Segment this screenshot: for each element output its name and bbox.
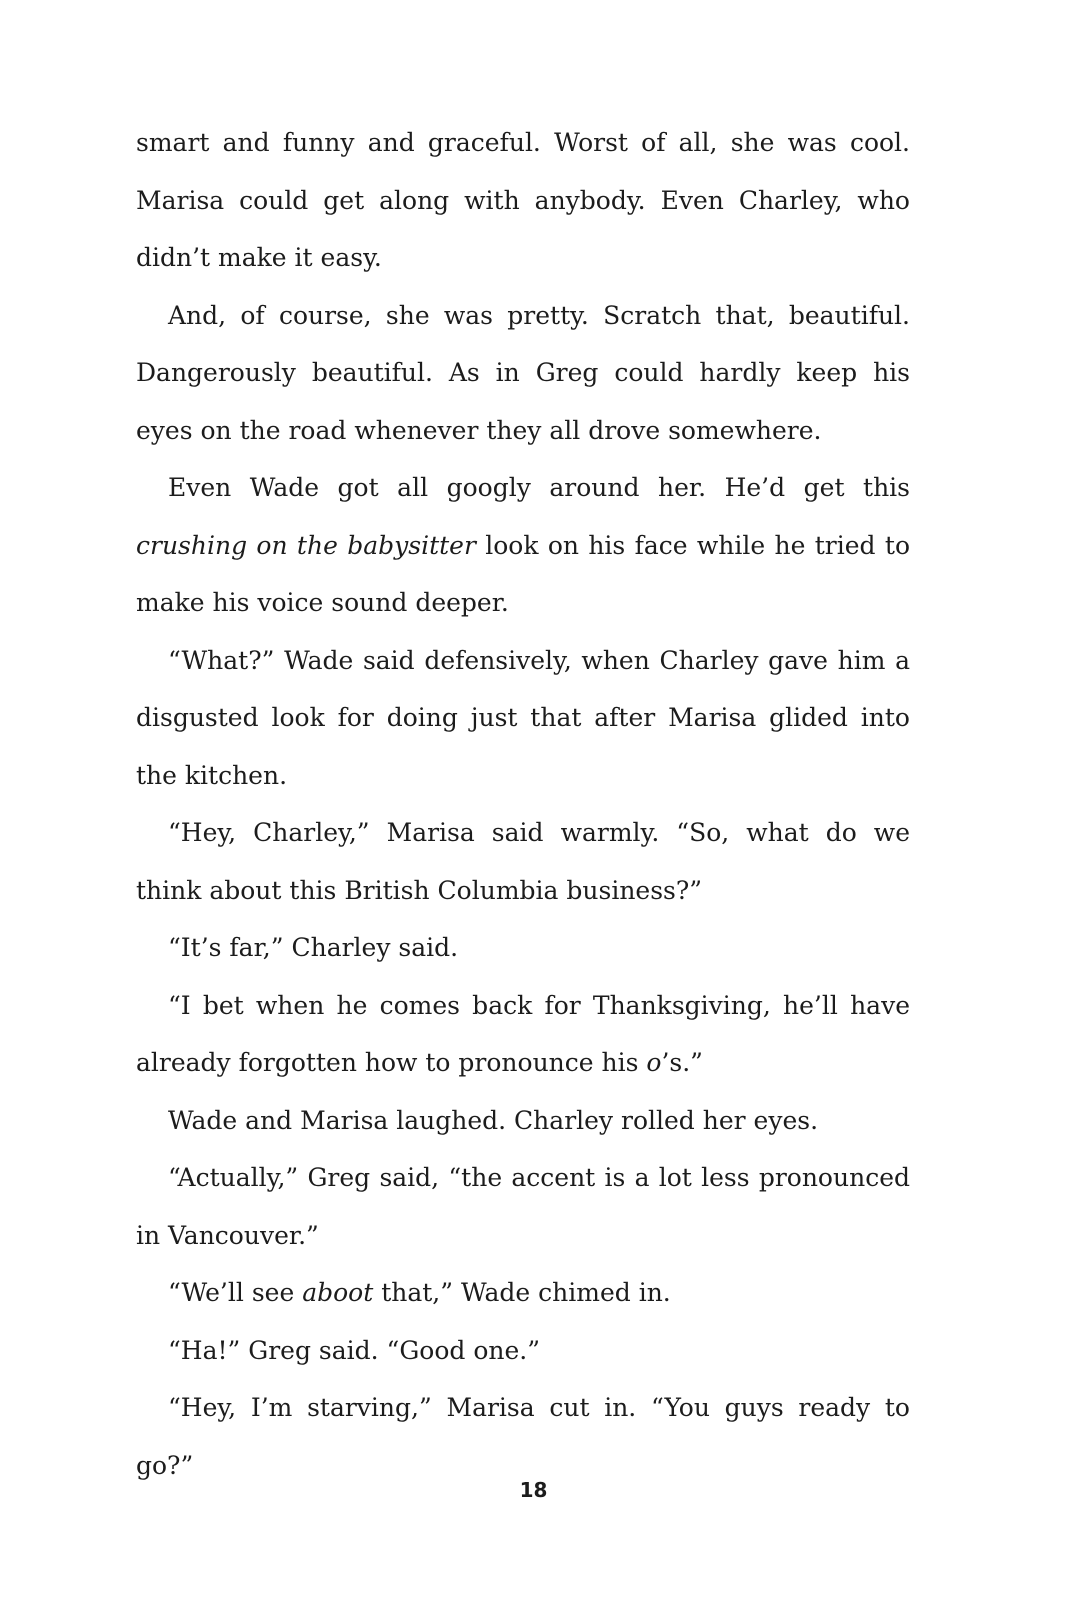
- paragraph: [136, 1092, 910, 1150]
- paragraph: [136, 1264, 910, 1322]
- italic-text: aboot: [302, 1278, 374, 1307]
- paragraph: [136, 632, 910, 805]
- paragraph-text: “It’s far,” Charley said.: [168, 933, 459, 962]
- paragraph: [136, 804, 910, 919]
- paragraph-text: “Hey, Charley,” Marisa said warmly. “So, what do we think about this British Columbia business?”: [136, 818, 910, 905]
- paragraph-text: smart and funny and graceful. Worst of all, she was cool. Marisa could get along with anybody. Even Charley, who didn’t make it easy.: [136, 128, 910, 272]
- paragraph-text: Wade and Marisa laughed. Charley rolled her eyes.: [168, 1105, 819, 1135]
- paragraph-text: “Hey, I’m starving,” Marisa cut in. “You guys ready to go?”: [136, 1393, 910, 1480]
- paragraph-text: “Ha!” Greg said. “Good one.”: [168, 1335, 541, 1365]
- paragraph-text: look on his face while he tried to make his voice sound deeper.: [136, 530, 910, 617]
- paragraph: [136, 1149, 910, 1264]
- paragraph: [136, 977, 910, 1092]
- book-page-body: [136, 114, 910, 1494]
- italic-text: crushing on the babysitter: [136, 530, 476, 560]
- paragraph-text: Even Wade got all googly around her. He’d get this: [168, 473, 910, 502]
- paragraph: [136, 1322, 910, 1380]
- paragraph-text: that,” Wade chimed in.: [373, 1278, 671, 1307]
- italic-text: o: [646, 1048, 662, 1077]
- paragraph: [136, 1379, 910, 1494]
- paragraph: [136, 919, 910, 977]
- paragraph: [136, 114, 910, 287]
- paragraph-text: ’s.”: [661, 1048, 703, 1077]
- page-number: 18: [519, 1478, 548, 1502]
- paragraph-text: “Actually,” Greg said, “the accent is a lot less pronounced in Vancouver.”: [136, 1163, 910, 1250]
- paragraph: [136, 459, 910, 632]
- paragraph-text: “We’ll see: [168, 1278, 303, 1307]
- paragraph-text: And, of course, she was pretty. Scratch that, beautiful. Dangerously beautiful. As in Greg could hardly keep his eyes on the road whenever they all drove somewhere.: [136, 300, 910, 445]
- paragraph: [136, 287, 910, 460]
- paragraph-text: “What?” Wade said defensively, when Charley gave him a disgusted look for doing just that after Marisa glided into the kitchen.: [136, 645, 910, 790]
- paragraph-text: “I bet when he comes back for Thanksgiving, he’ll have already forgotten how to pronounce his: [136, 990, 910, 1077]
